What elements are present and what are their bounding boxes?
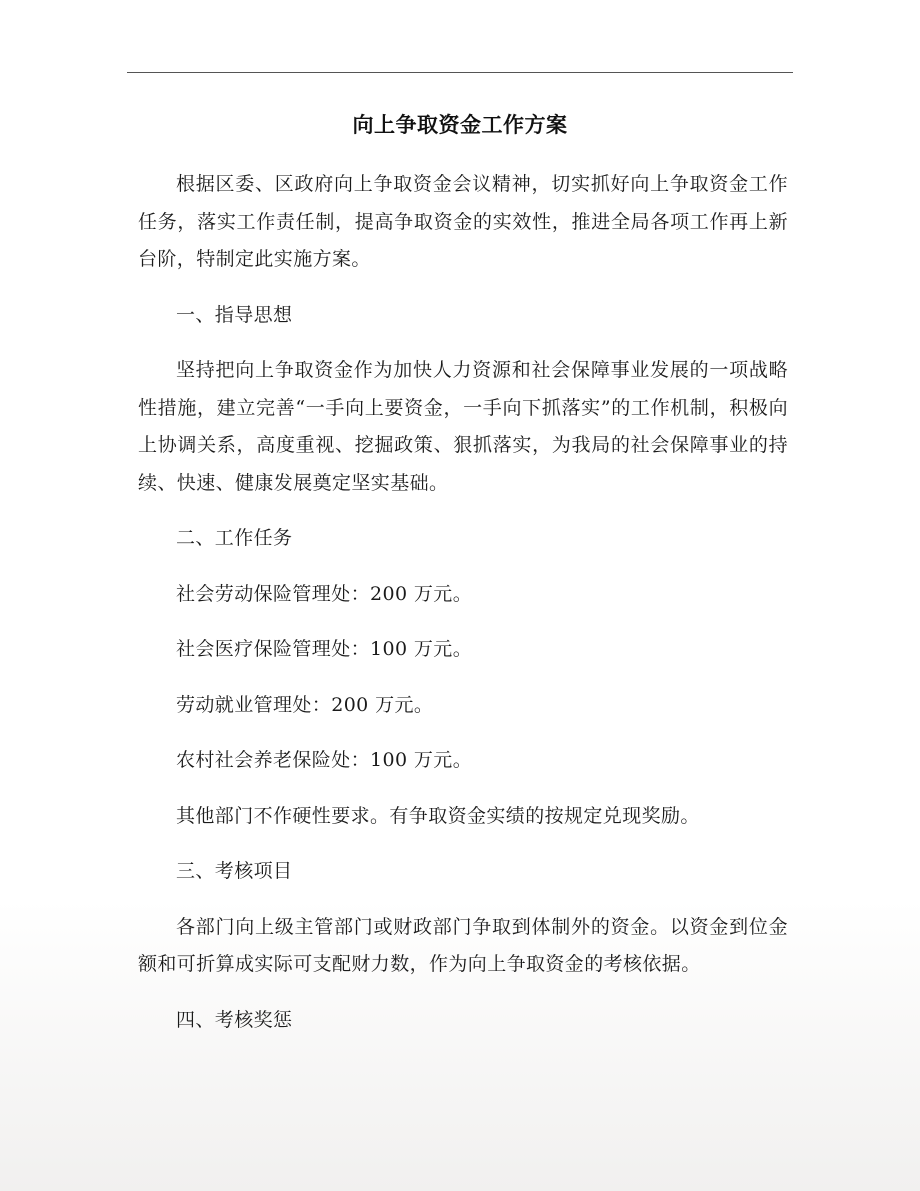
task-item-rural-pension: 农村社会养老保险处：100 万元。 [176, 749, 473, 771]
intro-paragraph: 根据区委、区政府向上争取资金会议精神，切实抓好向上争取资金工作任务，落实工作责任制，提高争取资金的实效性，推进全局各项工作再上新台阶，特制定此实施方案。 [138, 173, 788, 270]
task-item-employment: 劳动就业管理处：200 万元。 [176, 693, 434, 716]
header-rule [127, 72, 793, 73]
section-heading-tasks: 二、工作任务 [176, 527, 293, 549]
document-title: 向上争取资金工作方案 [352, 113, 568, 137]
task-item-other-departments: 其他部门不作硬性要求。有争取资金实绩的按规定兑现奖励。 [176, 804, 700, 827]
document-body [138, 166, 788, 1057]
guiding-thought-paragraph: 坚持把向上争取资金作为加快人力资源和社会保障事业发展的一项战略性措施，建立完善“一手向上要资金，一手向下抓落实”的工作机制，积极向上协调关系，高度重视、挖掘政策、狠抓落实，为我局的社会保障事业的持续、快速、健康发展奠定坚实基础。 [138, 359, 788, 494]
section-heading-assessment-items: 三、考核项目 [176, 860, 293, 882]
section-heading-rewards-penalties: 四、考核奖惩 [176, 1008, 293, 1031]
task-item-medical-insurance: 社会医疗保险管理处：100 万元。 [176, 638, 473, 660]
task-item-labor-insurance: 社会劳动保险管理处：200 万元。 [176, 582, 473, 605]
assessment-items-paragraph: 各部门向上级主管部门或财政部门争取到体制外的资金。以资金到位金额和可折算成实际可支配财力数，作为向上争取资金的考核依据。 [138, 915, 788, 975]
section-heading-guiding-thought: 一、指导思想 [176, 303, 293, 326]
